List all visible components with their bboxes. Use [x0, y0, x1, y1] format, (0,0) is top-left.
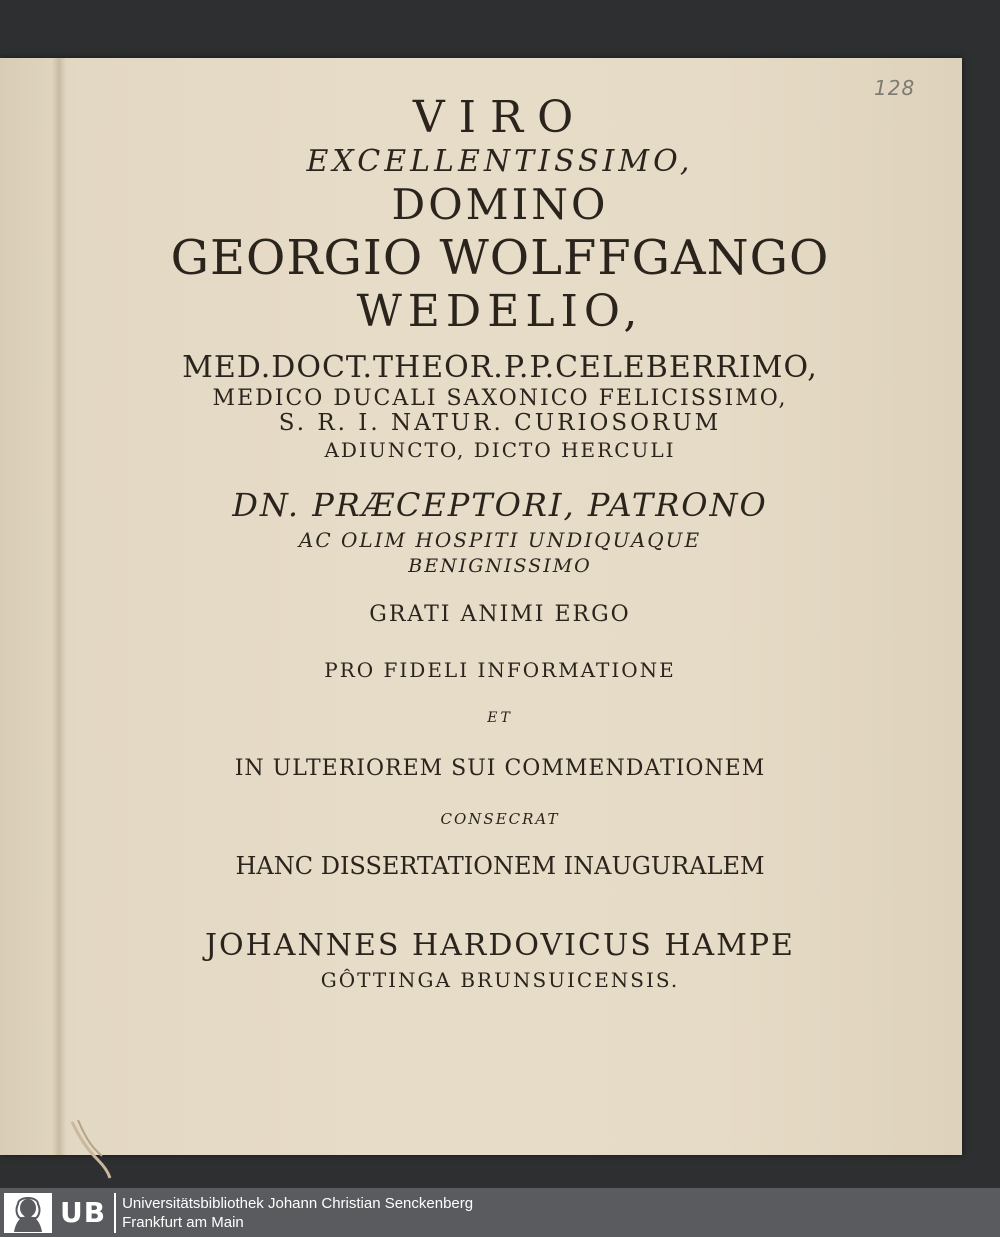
- text-line-et: ET: [487, 710, 513, 726]
- dedication-line-viro: VIRO: [412, 92, 588, 143]
- library-name-line2: Frankfurt am Main: [122, 1213, 244, 1231]
- title-line-adiuncto: ADIUNCTO, DICTO HERCULI: [324, 438, 676, 462]
- dedicatee-surname-line: WEDELIO,: [356, 286, 644, 337]
- binding-thread: [68, 1120, 114, 1180]
- title-line-natur-curiosorum: S. R. I. NATUR. CURIOSORUM: [278, 410, 722, 436]
- ub-logo[interactable]: [4, 1193, 116, 1233]
- title-line-medico-ducali: MEDICO DUCALI SAXONICO FELICISSIMO,: [212, 386, 788, 411]
- dedication-line-domino: DOMINO: [391, 180, 609, 229]
- portrait-icon: [4, 1193, 52, 1233]
- logo-divider: [114, 1193, 116, 1233]
- text-line-in-ulteriorem: IN ULTERIOREM SUI COMMENDATIONEM: [234, 756, 766, 781]
- author-name-line: JOHANNES HARDOVICUS HAMPE: [205, 928, 795, 963]
- ub-logo-text: UB: [60, 1196, 107, 1229]
- library-footer-bar: [0, 1188, 1000, 1237]
- title-line-med-doct: MED.DOCT.THEOR.P.P.CELEBERRIMO,: [182, 350, 818, 385]
- text-line-grati-animi: GRATI ANIMI ERGO: [369, 602, 631, 627]
- title-page: [0, 58, 962, 1155]
- text-line-dissertationem: HANC DISSERTATIONEM INAUGURALEM: [235, 852, 765, 880]
- pencil-folio-number: 128: [874, 76, 916, 100]
- title-line-hospiti: AC OLIM HOSPITI UNDIQUAQUE: [298, 528, 702, 552]
- title-line-benignissimo: BENIGNISSIMO: [408, 555, 592, 577]
- dedicatee-name-line: GEORGIO WOLFFGANGO: [170, 230, 830, 286]
- title-line-praeceptori: DN. PRÆCEPTORI, PATRONO: [232, 486, 768, 524]
- text-line-pro-fideli: PRO FIDELI INFORMATIONE: [324, 658, 676, 682]
- dedication-line-excellentissimo: EXCELLENTISSIMO,: [306, 144, 694, 179]
- library-name[interactable]: [122, 1194, 473, 1232]
- text-line-consecrat: CONSECRAT: [440, 810, 560, 828]
- author-origin-line: GÔTTINGA BRUNSUICENSIS.: [320, 968, 680, 992]
- library-name-line1: Universitätsbibliothek Johann Christian Senckenberg: [122, 1194, 474, 1212]
